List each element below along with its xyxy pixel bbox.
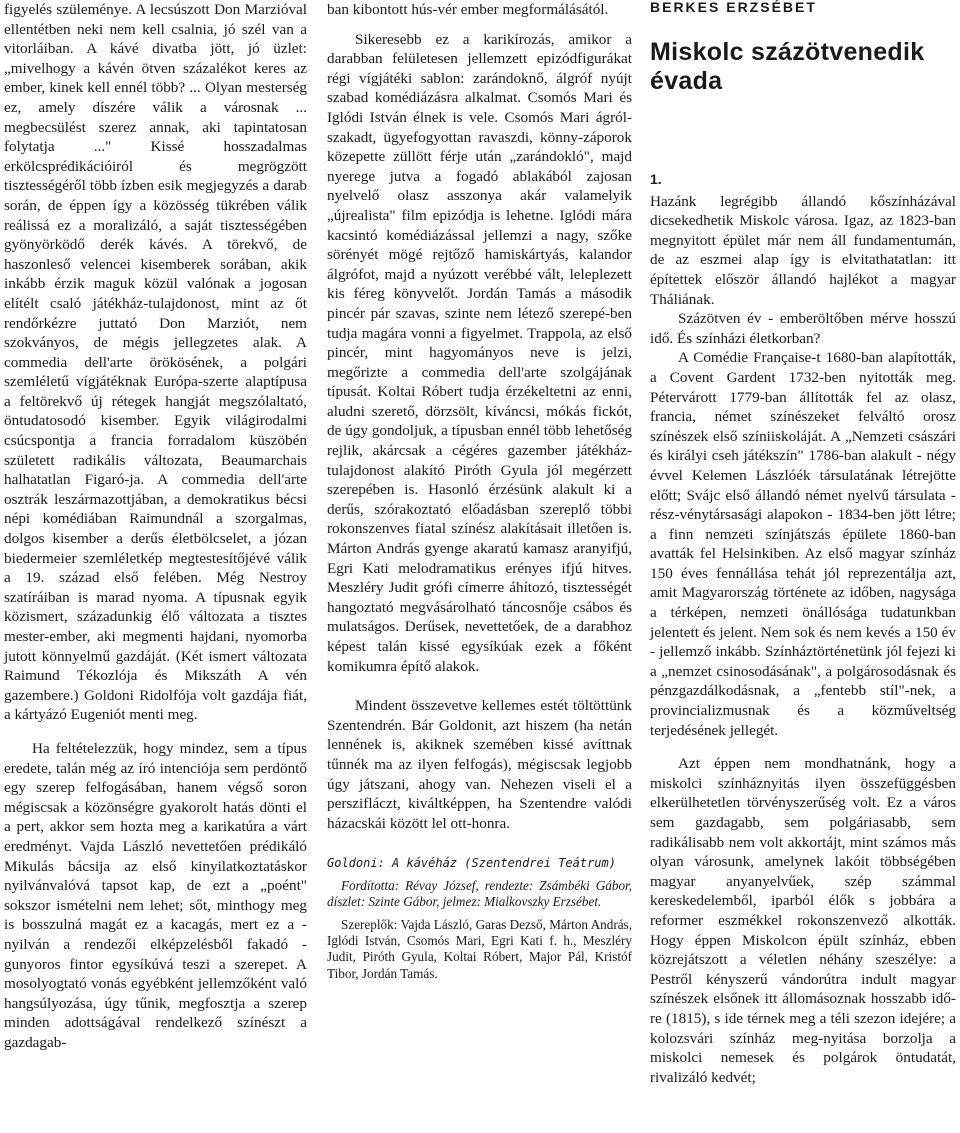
article-column-2 [327,0,632,988]
body-paragraph: figyelés szüleménye. A lecsúszott Don Marzióval ellentétben neki nem kell csalnia, jó szél van a vitorláiban. A kávé divatba jött, jó üzlet: „mivelhogy a kávén ötven százalékot keres az ember, kinek kell ennél több? ... Olyan mesterség ez, amely díszére válik a városnak ... megbecsülést szerez annak, aki tapintatosan folytatja ..." Kissé hosszadalmas erkölcsprédikációiról és megrögzött tisztességéről több ízben esik megjegyzés a darab során, de éppen így a közösség tükrében válik reálissá ez a moralizáló, a saját tisztességében gyönyörködő derék kávés. A törekvő, de haszonleső velencei kisemberek sorában, akik inkább érzik maguk közül valónak a jogosan elítélt csaló játékház-tulajdonost, mint az őt rendőrkézre juttató Don Marziót, nem szokványos, de mégis jellegzetes alak. A commedia dell'arte örökösének, a polgári szemléletű vígjátéknak Európa-szerte alaptípusa a feltörekvő új rétegek hangját megszólaltató, öntudatosodó kisember. Egyik világirodalmi csúcspontja a francia forradalom küszöbén született radikális változata, Beaumarchais halhatatlan Figaró-ja. A commedia dell'arte osztrák leszármazottjában, a demokratikus bécsi népi komédiában Raimundnál a szorgalmas, dolgos kisember a derűs életbölcselet, a józan biedermeier szemléletkép megtestesítőjévé válik a 19. század első felében. Még Nestroy szatíráiban is marad nyoma. A típusnak egyik közismert, századunkig élő változata a tisztes mester-ember, aki megmenti hajdani, nyomorba jutott könnyelmű gazdáját. (Két ismert változata Raimund Tékozlója és Mikszáth A vén gazembere.) Goldoni Ridolfója volt gazdája fiát, a kártyázó Eugeniót menti meg. [4,1,307,724]
body-paragraph: Mindent összevetve kellemes estét töltöttünk Szentendrén. Bár Goldonit, azt hiszem (ha netán lennének is, akiknek szemében kissé avíttnak tűnnék ma az ilyen felfogás), mégiscsak legjobb úgy játszani, ahogy van. Nehezen viseli el a perszifláczt, kiváltképpen, ha Szentendre valódi házacskái között lel ott-honra. [327,697,632,832]
article-column-1 [4,0,307,1052]
credits-cast: Szereplők: Vajda László, Garas Dezső, Márton András, Iglódi István, Csomós Mari, Egri Kati f. h., Meszléry Judit, Piróth Gyula, Koltai Róbert, Major Pál, Kristóf Tibor, Jordán Tamás. [327,916,632,981]
author-byline: BERKES ERZSÉBET [650,0,817,15]
credits-play-title: Goldoni: A kávéház (Szentendrei Teátrum) [327,856,616,871]
body-paragraph: Ha feltételezzük, hogy mindez, sem a típus eredete, talán még az író intenciója sem perdöntő egy szerep felfogásában, hanem végső soron mégiscsak a közönségre gyakorolt hatás dönti el a pert, akkor sem hozta meg a karikatúra a várt eredményt. Vajda László nevettetően prédikáló Mikulás bácsija az első kinyilatkoztatáskor nyilvánvalóvá tapsot kap, de ezt a „poént" sokszor ismételni nem lehet; sőt, minthogy meg is bosszulná magát ez a kacagás, mert ez a - nyilván a rendezői elképzelésből fakadó - gunyoros fintor egysíkúvá teszi a szerepet. A mosolyogtató vonás egyébként jellemzőként való hangsúlyozása, úgy tűnik, megfosztja a szerep minden adottságával rendelkező színészt a gazdagab- [4,739,307,1051]
production-credits [327,855,632,982]
body-paragraph: Százötven év - emberöltőben mérve hosszú idő. És színházi életkorban? [650,310,956,347]
body-paragraph: Sikeresebb ez a karikírozás, amikor a darabban felületesen jellemzett epizódfigurákat régi vígjátéki sablon: zarándoknő, álgróf nyújt szabad komédiázásra alkalmat. Csomós Mari és Iglódi István élnek is vele. Csomós Mari ágról-szakadt, ügyefogyottan ravaszdi, könny-záporok közepette züllött férje után „zarándokló", majd nyerege jutva a fogadó ablakából zajosan nyelvelő olasz asszonya akár valamelyik „újrealista" film epizódja is lehetne. Iglódi mára kacsintó komédiázással jellemzi a nagy, szőke sörényét mögé rejtőző hamiskártyás, kalandor álgrófot, majd a nyúzott verébbé vált, leleplezett kis féreg könyvelőt. Jordán Tamás a második pincér pár szavas, szinte nem létező szerepé-ben tudja magára vonni a figyelmet. Trappola, az első pincér, mint hagyományos neve is jelzi, megőrizte a commedia dell'arte szolgájának típusát. Koltai Róbert tudja érzékeltetni az enni, aludni szerető, dörzsölt, kíváncsi, mókás fickót, de úgy gondoljuk, a típusban ennél több lehetőség rejlik, akárcsak a cégéres gazember játékház-tulajdonost alakító Piróth Gyula jól megérzett szerepében is. Hasonló érzésünk alakult ki a derűs, szórakoztató előadásban szereplő többi rokonszenves fiatal színész alakításait illetően is. Márton András gyenge akaratú kamasz aranyifjú, Egri Kati melodramatikus erényes ifjú hitves. Meszléry Judit grófi címerre áhítozó, tisztességét hangoztató megvásárolható táncosnője csábos és mulatságos. Derűsek, nevettetőek, de a darabhoz képest talán kissé egysíkúak ezek a főként komikumra építő alakok. [327,30,632,675]
body-paragraph: Azt éppen nem mondhatnánk, hogy a miskolci színháznyitás ilyen összefüggésben elkerülhetetlen törvényszerűség volt. Ez a város sem gazdagabb, sem polgáriasabb, sem radikálisabb nem volt akkortájt, mint számos más olyan városunk, amelynek lakóit többségében magyar anyanyelvűek, szép számmal kereskedelemből, iparból élők s jobbára a reformer eszmékkel rokonszenvező alkották. Hogy éppen Miskolcon épült színház, ebben közrejátszott a véletlen néhány szeszélye: a Pestről kényszerű vándorútra indult magyar színészek elsőnek itt állomásoznak hosszabb idő-re (1815), s ide térnek meg a téli szezon idejére; a kolozsvári színház meg-nyitása borzolja a miskolci nemesek és polgárok öntudatát, rivalizáló kedvét; [650,755,956,1086]
body-paragraph: A Comédie Française-t 1680-ban alapították, a Covent Gardent 1732-ben nyitották meg. Pétervárott 1779-ban állították fel az olasz, francia, német színészeket felváltó orosz színészek első színiiskoláját. A „Nemzeti császári és királyi cseh játékszín" 1786-ban alakult - négy évvel Kelemen Lászlóék társulatának létrejötte előtt; Svájc első állandó német nyelvű társulata - rész-vénytársasági alapokon - 1834-ben jött létre; a finn nemzeti színjátszás épülete 1860-ban avatták fel Helsinkiben. Az első magyar színház 150 éves fennállása tehát jól reprezentálja azt, amit Magyarország története az időben, nagysága a térképen, nemzeti önállósága tudatunkban jelentett és jelent. Nem sok és nem kevés a 150 év - jellemző inkább. Színháztörténetünk jól fejezi ki a „nemzet csinosodásának", a polgárosodásnak és pénzgazdálkodásnak, a „fentebb stíl"-nek, a provincializmusnak és a közműveltség terjedésének jellegét. [650,349,956,739]
credits-crew: Fordította: Révay József, rendezte: Zsámbéki Gábor, díszlet: Szinte Gábor, jelmez: Mialkovszky Erzsébet. [327,877,632,910]
article-column-3 [650,0,956,1087]
article-title: Miskolc százötvenedik évada [650,38,925,95]
body-paragraph: Hazánk legrégibb állandó kőszínházával dicsekedhetik Miskolc városa. Igaz, az 1823-ban megnyitott épület már nem áll fundamentumán, de az eszmei alap így is elvitathatatlan: itt építettek először állandó hajlékot a magyar Tháliának. [650,192,956,308]
body-paragraph: ban kibontott hús-vér ember megformálásától. [327,1,609,18]
part-number: 1. [650,171,662,187]
